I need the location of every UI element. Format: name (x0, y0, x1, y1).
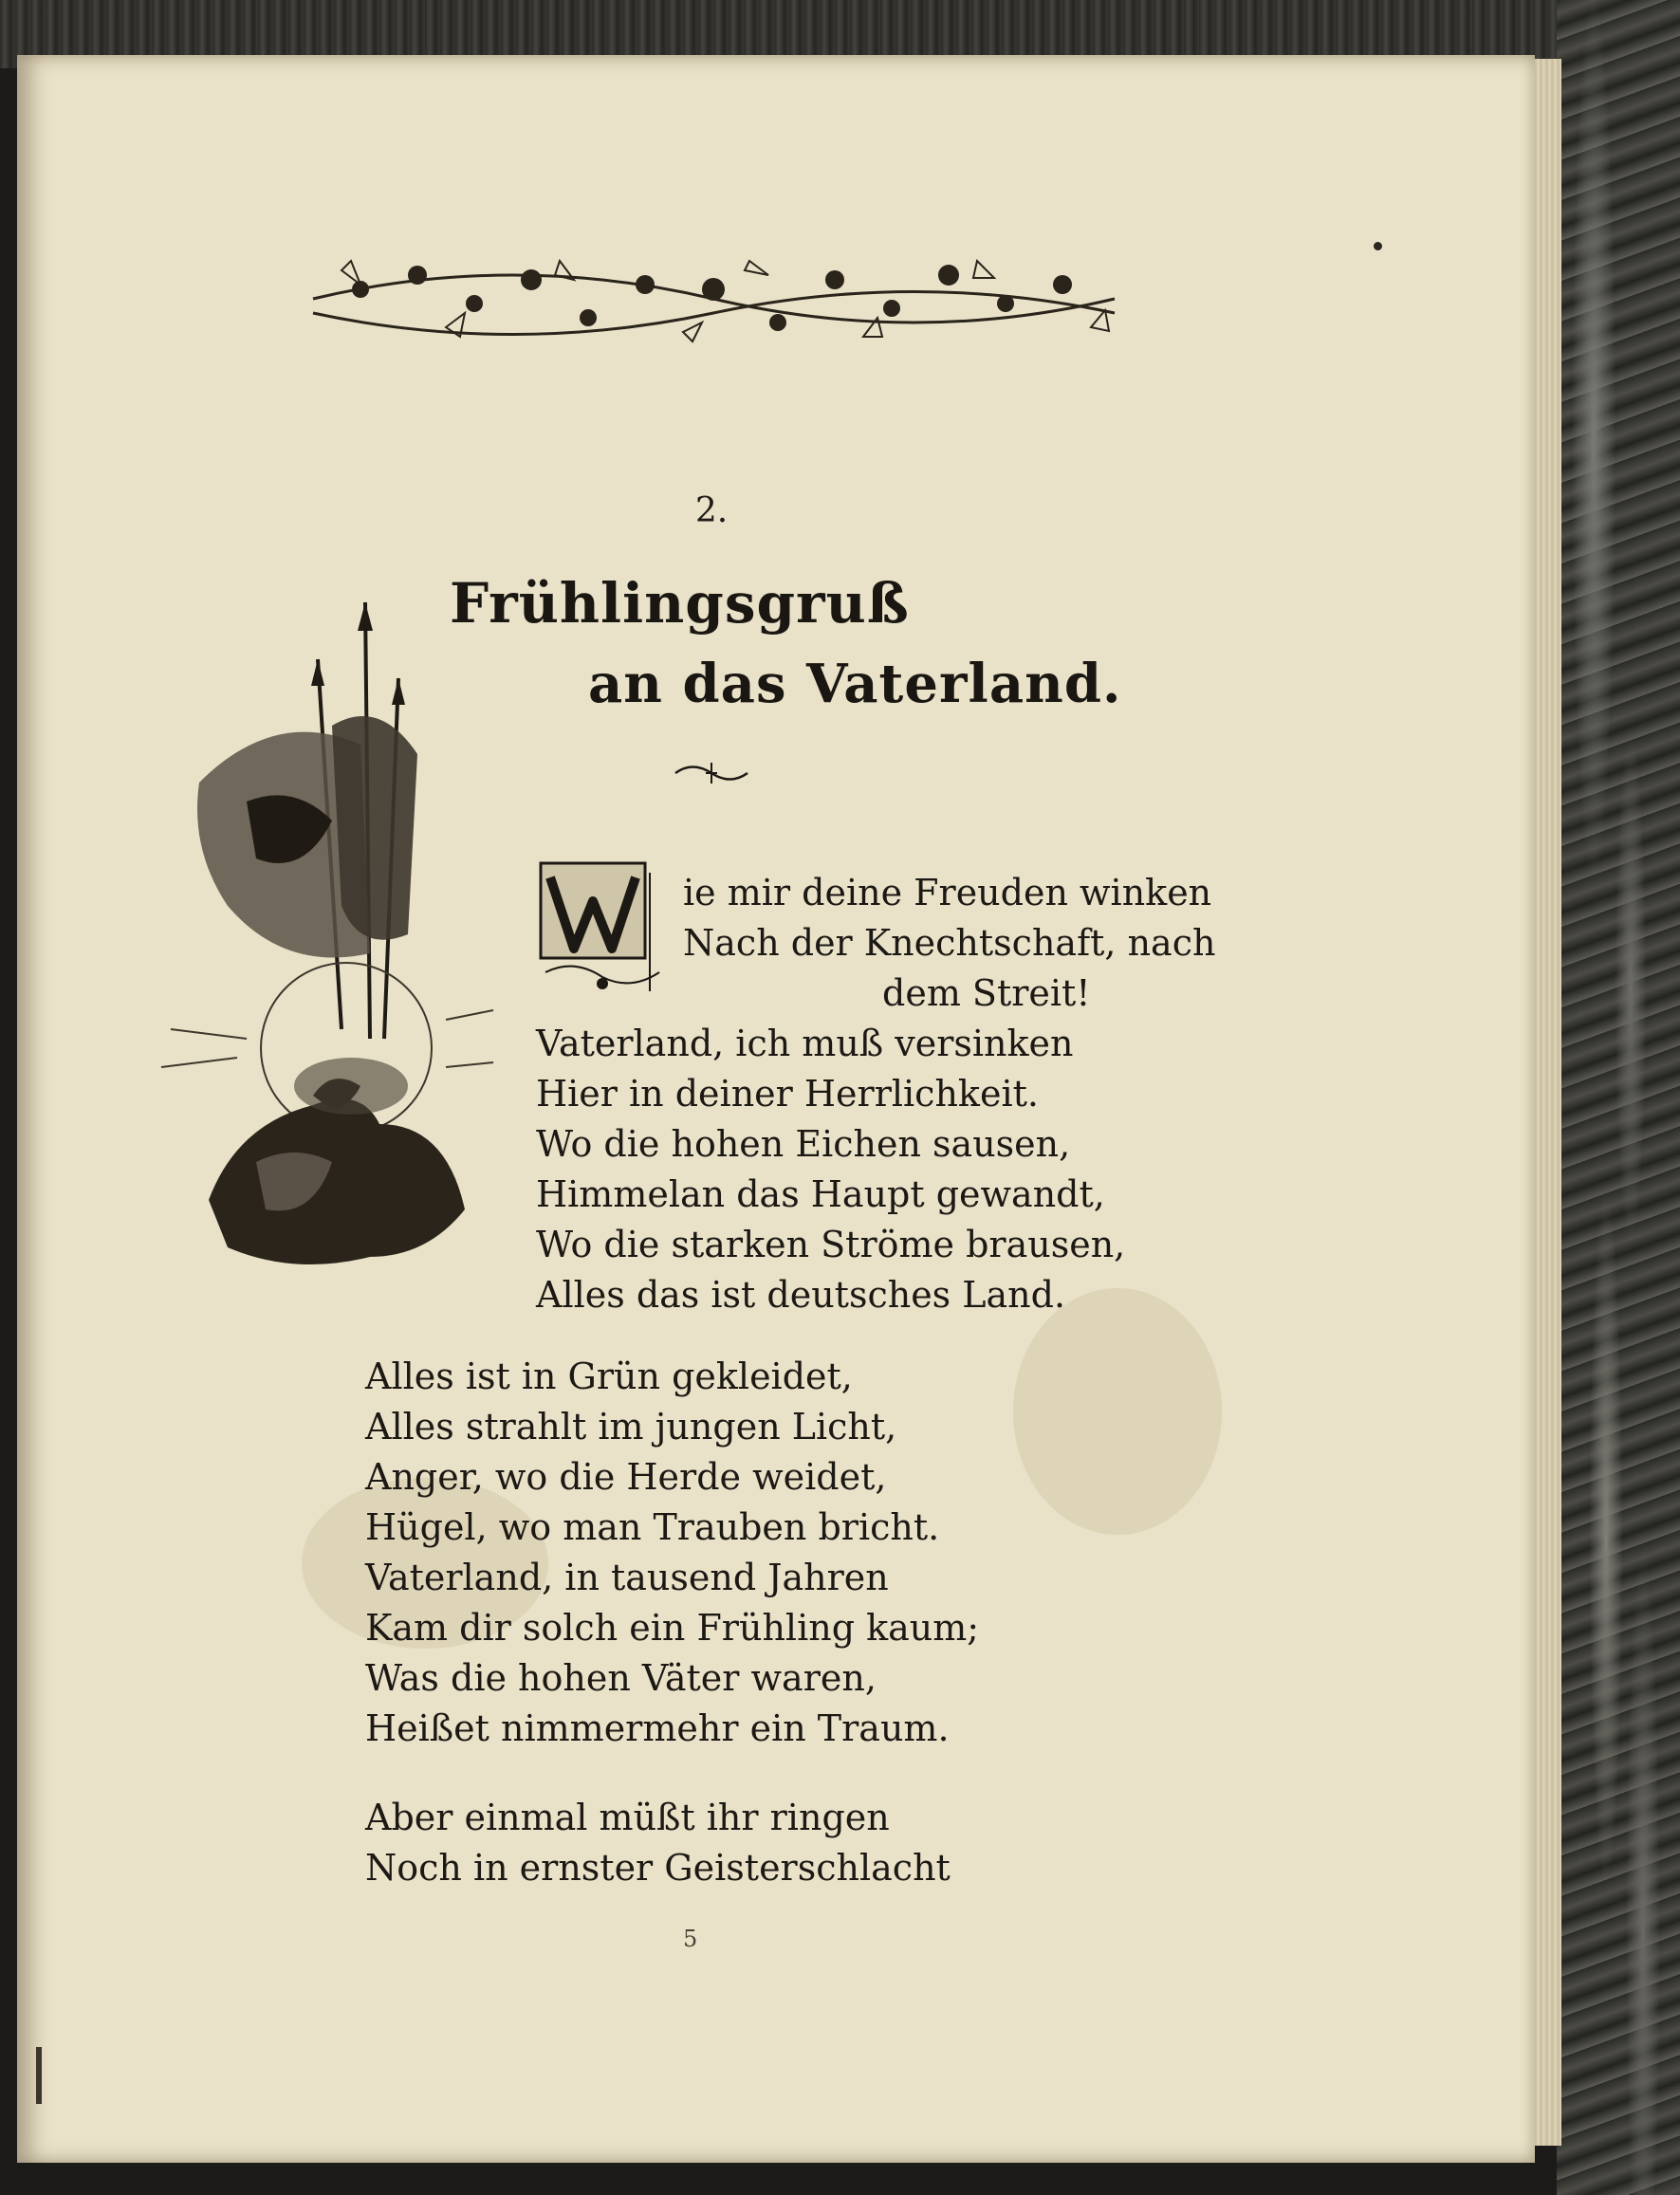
page-title: Frühlingsgruß (450, 571, 910, 636)
verse-line: Alles strahlt im jungen Licht, (365, 1406, 897, 1448)
stanza-2 (365, 1352, 979, 1754)
verse-line: Hier in deiner Herrlichkeit. (536, 1073, 1039, 1115)
stanza-3 (365, 1793, 951, 1893)
page-subtitle: an das Vaterland. (588, 653, 1122, 715)
margin-mark (36, 2047, 42, 2104)
floral-vignette-icon (304, 232, 1124, 365)
verse-line: Hügel, wo man Trauben bricht. (365, 1506, 940, 1548)
poem-number: 2. (694, 491, 729, 530)
verse-line: Vaterland, ich muß versinken (536, 1023, 1074, 1064)
verse-line: Aber einmal müßt ihr ringen (365, 1797, 890, 1838)
paper-stain (1013, 1288, 1222, 1535)
verse-line: dem Streit! (882, 972, 1091, 1014)
verse-line: Nach der Knechtschaft, nach (683, 922, 1216, 964)
flags-eagle-illustration (142, 593, 503, 1300)
verse-line: Himmelan das Haupt gewandt, (536, 1173, 1105, 1215)
verse-line: Vaterland, in tausend Jahren (365, 1557, 889, 1598)
verse-line: Kam dir solch ein Frühling kaum; (365, 1607, 980, 1649)
marbled-endpaper (1557, 0, 1680, 2195)
verse-line: Alles das ist deutsches Land. (536, 1274, 1066, 1316)
verse-line: Alles ist in Grün gekleidet, (365, 1356, 853, 1397)
decorated-initial-w-icon (536, 858, 674, 1001)
verse-line: Anger, wo die Herde weidet, (365, 1456, 887, 1498)
verse-line: ie mir deine Freuden winken (683, 872, 1212, 913)
page-number: 5 (683, 1926, 698, 1952)
verse-line: Was die hohen Väter waren, (365, 1657, 877, 1699)
verse-line: Heißet nimmermehr ein Traum. (365, 1707, 950, 1749)
ink-dot (1374, 242, 1382, 250)
verse-line: Wo die starken Ströme brausen, (536, 1224, 1126, 1265)
verse-line: Wo die hohen Eichen sausen, (536, 1123, 1071, 1165)
title-ornament-icon (674, 759, 749, 787)
verse-line: Noch in ernster Geisterschlacht (365, 1847, 951, 1889)
